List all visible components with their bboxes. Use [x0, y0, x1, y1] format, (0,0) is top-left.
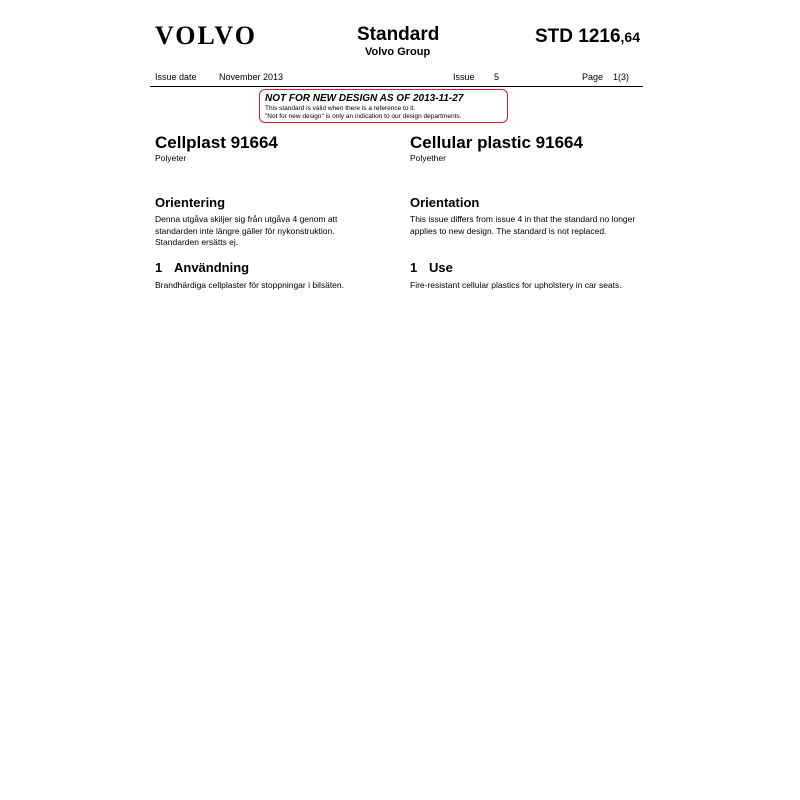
swedish-section2-heading-text: Användning: [174, 260, 250, 275]
notice-title: NOT FOR NEW DESIGN AS OF 2013-11-27: [265, 93, 464, 104]
issue-value: 5: [494, 72, 500, 82]
volvo-logo: VOLVO: [155, 21, 257, 50]
swedish-section2-heading: [155, 260, 249, 275]
standard-number-suffix: ,64: [620, 29, 641, 45]
standard-number: [535, 26, 640, 48]
swedish-title: Cellplast 91664: [155, 133, 278, 152]
notice-line-1: This standard is valid when there is a reference to it.: [265, 105, 416, 112]
english-title: Cellular plastic 91664: [410, 133, 583, 152]
header-divider: [150, 86, 643, 87]
swedish-section2-text: Brandhärdiga cellplaster för stoppningar i bilsäten.: [155, 280, 345, 290]
swedish-section1-heading: Orientering: [155, 195, 226, 210]
notice-line-2: "Not for new design" is only an indication to our design departments.: [265, 112, 462, 120]
issue-label: Issue: [453, 72, 475, 82]
english-section1-heading: Orientation: [410, 195, 480, 210]
page-label: Page: [582, 72, 604, 82]
english-section2-heading: [410, 260, 453, 275]
english-section1-text: This issue differs from issue 4 in that the standard no longer applies to new design. The standard is not replaced.: [410, 214, 636, 236]
english-section2-text: Fire-resistant cellular plastics for upholstery in car seats.: [410, 280, 622, 290]
english-section2-heading-text: Use: [429, 260, 453, 275]
english-subtitle: Polyether: [410, 153, 446, 163]
issue-date-value: November 2013: [219, 72, 284, 82]
standard-number-main: STD 1216: [535, 26, 621, 47]
english-section2-number: 1: [410, 260, 418, 275]
page-value: 1(3): [613, 72, 630, 82]
not-for-new-design-notice: [259, 89, 508, 123]
swedish-subtitle: Polyeter: [155, 153, 187, 163]
organization-name: Volvo Group: [365, 46, 431, 58]
issue-date-label: Issue date: [155, 72, 197, 82]
swedish-section1-text: Denna utgåva skiljer sig från utgåva 4 genom att standarden inte längre gäller för nykonstruktion. Standarden ersätts ej.: [155, 214, 338, 247]
swedish-section2-number: 1: [155, 260, 163, 275]
document-type: Standard: [357, 24, 440, 45]
